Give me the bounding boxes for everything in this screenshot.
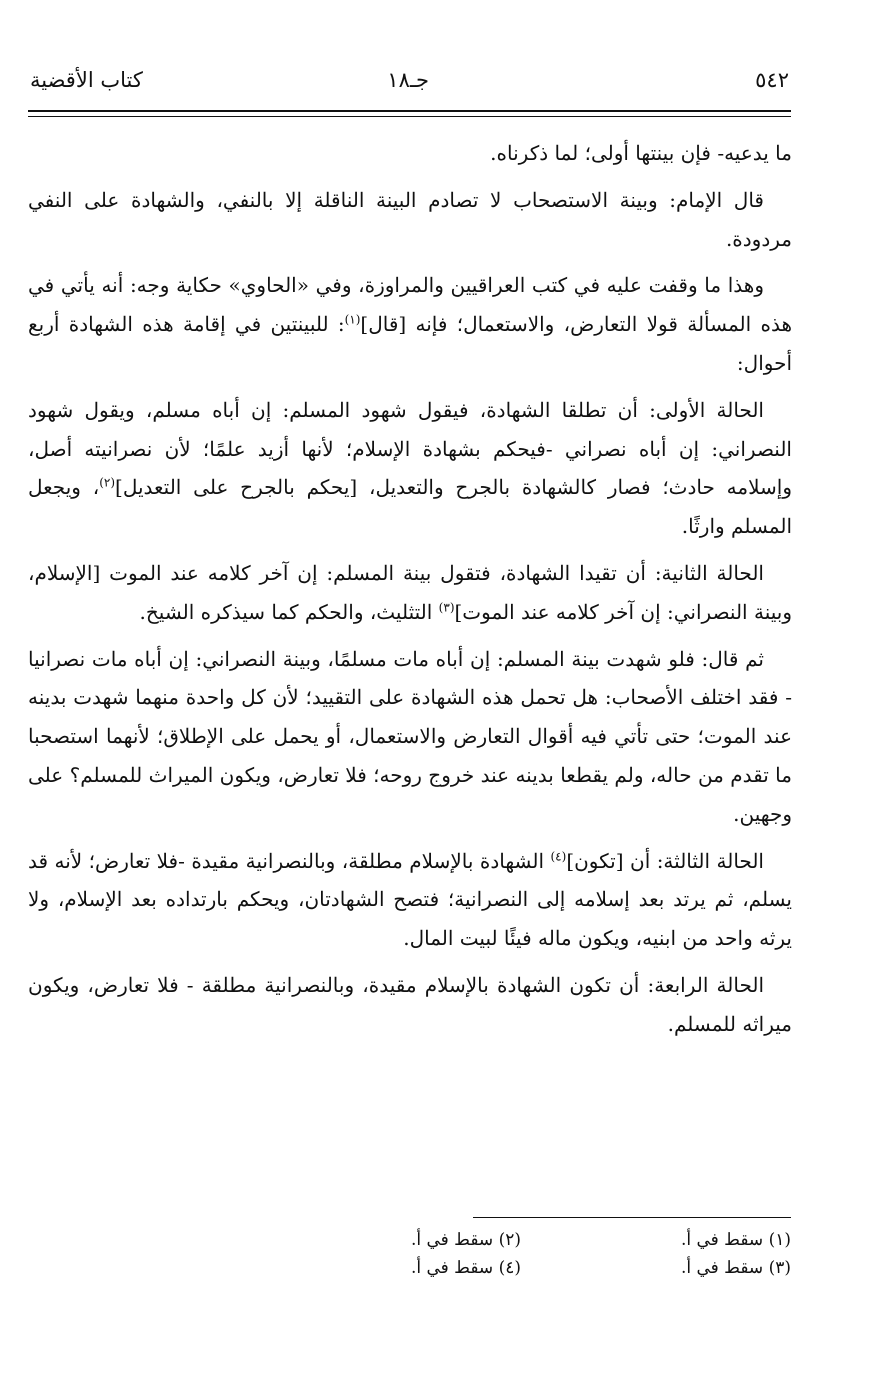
paragraph-5-text-a: الحالة الثانية: أن تقيدا الشهادة، فتقول بينة المسلم: إن آخر كلامه عند الموت [الإسلام، وبينة النصراني: إن آخر كلامه عند الموت] — [28, 560, 792, 624]
volume-number: جـ١٨ — [387, 68, 429, 92]
paragraph-5-text-b: التثليث، والحكم كما سيذكره الشيخ. — [139, 599, 439, 624]
running-header — [30, 68, 789, 106]
footnote-row-1 — [231, 1226, 791, 1254]
paragraph-5 — [28, 554, 792, 632]
paragraph-3 — [28, 266, 792, 382]
footnote-2-text: سقط في أ. — [410, 1230, 494, 1250]
footnote-ref-2: (٢) — [99, 475, 116, 490]
footnote-3-text: سقط في أ. — [680, 1258, 764, 1278]
footnote-ref-4: (٤) — [550, 848, 567, 863]
footnotes — [231, 1226, 791, 1282]
footnote-4 — [251, 1254, 521, 1282]
footnote-2-number: (٢) — [498, 1230, 521, 1250]
footnote-row-2 — [231, 1254, 791, 1282]
footnote-4-number: (٤) — [498, 1258, 521, 1278]
header-rule-thick — [28, 110, 791, 112]
footnote-ref-1: (١) — [344, 312, 361, 327]
main-text — [28, 134, 792, 1052]
footnote-1-text: سقط في أ. — [680, 1230, 764, 1250]
paragraph-3-text-b: : للبينتين في إقامة هذه الشهادة أربع أحوال: — [28, 312, 792, 375]
book-title: كتاب الأقضية — [30, 68, 143, 92]
footnote-4-text: سقط في أ. — [410, 1258, 494, 1278]
footnote-3 — [521, 1254, 791, 1282]
footnote-rule — [473, 1217, 791, 1218]
footnote-3-number: (٣) — [768, 1258, 791, 1278]
paragraph-8: الحالة الرابعة: أن تكون الشهادة بالإسلام مقيدة، وبالنصرانية مطلقة - فلا تعارض، ويكون ميراثه للمسلم. — [28, 972, 792, 1036]
paragraph-7-text-b: الشهادة بالإسلام مطلقة، وبالنصرانية مقيدة -فلا تعارض؛ لأنه قد يسلم، ثم يرتد بعد إسلامه إلى النصرانية؛ فتصح الشهادتان، ويحكم بارتداده بعد الإسلام، ولا يرثه واحد من ابنيه، ويكون ماله فيئًا لبيت المال. — [28, 848, 792, 951]
header-rule-thin — [28, 116, 791, 117]
page-number: ٥٤٢ — [755, 68, 789, 92]
paragraph-2: قال الإمام: وبينة الاستصحاب لا تصادم البينة الناقلة إلا بالنفي، والشهادة على النفي مردودة. — [28, 187, 792, 251]
paragraph-4 — [28, 391, 792, 546]
paragraph-4-text-a: الحالة الأولى: أن تطلقا الشهادة، فيقول شهود المسلم: إن أباه مسلم، ويقول شهود النصراني: إن أباه نصراني -فيحكم بشهادة الإسلام؛ لأنها أزيد علمًا؛ لأن نصرانيته أصل، وإسلامه حادث؛ فصار كالشهادة بالجرح والتعديل، [يحكم بالجرح على التعديل] — [28, 397, 792, 500]
paragraph-6: ثم قال: فلو شهدت بينة المسلم: إن أباه مات مسلمًا، وبينة النصراني: إن أباه مات نصرانيا - فقد اختلف الأصحاب: هل تحمل هذه الشهادة على التقييد؛ لأن كل واحدة منهما شهدت بدينه عند الموت؛ حتى تأتي فيه أقوال التعارض والاستعمال، أو يحمل على الإطلاق؛ لأنهما استصحبا ما تقدم من حاله، ولم يقطعا بدينه عند خروج روحه؛ فلا تعارض، ويكون الميراث للمسلم؟ على وجهين. — [28, 646, 793, 826]
paragraph-4-text-b: ، ويجعل المسلم وارثًا. — [28, 475, 792, 539]
footnote-1-number: (١) — [768, 1230, 791, 1250]
footnote-ref-3: (٣) — [438, 600, 455, 615]
paragraph-1: ما يدعيه- فإن بينتها أولى؛ لما ذكرناه. — [490, 141, 792, 165]
paragraph-7 — [28, 842, 792, 958]
footnote-2 — [251, 1226, 521, 1254]
footnote-1 — [521, 1226, 791, 1254]
paragraph-7-text-a: الحالة الثالثة: أن [تكون] — [566, 848, 764, 873]
paragraph-3-text-a: وهذا ما وقفت عليه في كتب العراقيين والمراوزة، وفي «الحاوي» حكاية وجه: أنه يأتي في هذه المسألة قولا التعارض، والاستعمال؛ فإنه [قال] — [28, 273, 792, 337]
